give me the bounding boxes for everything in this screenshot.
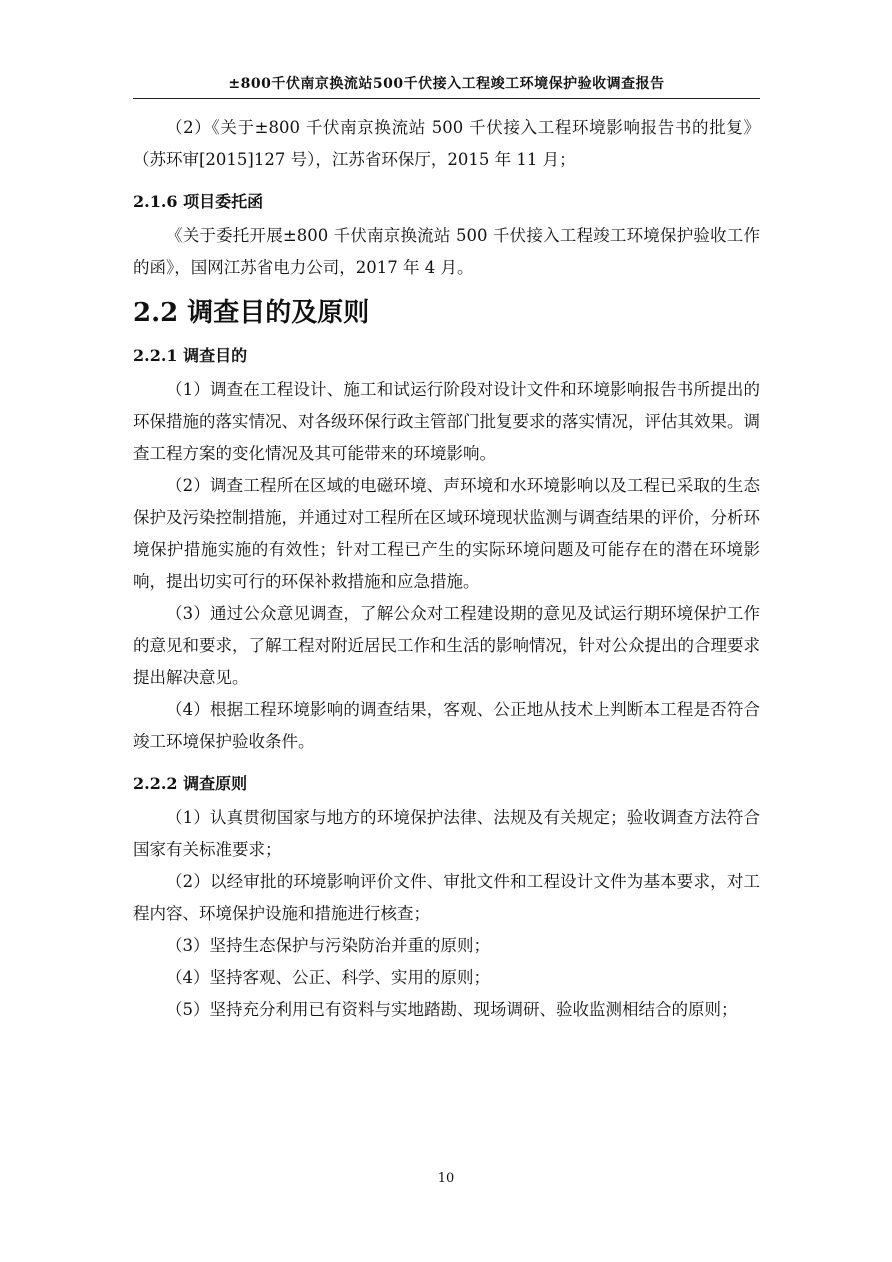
paragraph-principle-3: （3）坚持生态保护与污染防治并重的原则； [166,936,490,955]
heading-2-1-6: 2.1.6 项目委托函 [133,192,264,211]
paragraph-purpose-4: （4）根据工程环境影响的调查结果，客观、公正地从技术上判断本工程是否符合竣工环境保护验收条件。 [133,700,760,751]
heading-2-2-1: 2.2.1 调查目的 [133,346,248,365]
paragraph-purpose-3: （3）通过公众意见调查，了解公众对工程建设期的意见及试运行期环境保护工作的意见和要求，了解工程对附近居民工作和生活的影响情况，针对公众提出的合理要求提出解决意见。 [133,604,760,687]
paragraph-purpose-2: （2）调查工程所在区域的电磁环境、声环境和水环境影响以及工程已采取的生态保护及污染控制措施，并通过对工程所在区域环境现状监测与调查结果的评价，分析环境保护措施实施的有效性；针对工程已产生的实际环境问题及可能存在的潜在环境影响，提出切实可行的环保补救措施和应急措施。 [133,476,760,591]
heading-2-2: 2.2 调查目的及原则 [133,298,370,328]
paragraph-commission-letter: 《关于委托开展±800 千伏南京换流站 500 千伏接入工程竣工环境保护验收工作的函》，国网江苏省电力公司，2017 年 4 月。 [133,226,760,277]
paragraph-approval-reference: （2）《关于±800 千伏南京换流站 500 千伏接入工程环境影响报告书的批复》（苏环审[2015]127 号），江苏省环保厅，2015 年 11 月； [133,118,760,169]
page-number: 10 [437,1171,455,1186]
paragraph-principle-4: （4）坚持客观、公正、科学、实用的原则； [166,968,490,987]
paragraph-principle-1: （1）认真贯彻国家与地方的环境保护法律、法规及有关规定；验收调查方法符合国家有关标准要求； [133,808,760,859]
paragraph-principle-5: （5）坚持充分利用已有资料与实地踏勘、现场调研、验收监测相结合的原则； [166,1000,738,1019]
header-divider [133,98,760,99]
page-header-title: ±800千伏南京换流站500千伏接入工程竣工环境保护验收调查报告 [228,76,665,92]
paragraph-principle-2: （2）以经审批的环境影响评价文件、审批文件和工程设计文件为基本要求，对工程内容、环境保护设施和措施进行核查； [133,872,760,923]
paragraph-purpose-1: （1）调查在工程设计、施工和试运行阶段对设计文件和环境影响报告书所提出的环保措施的落实情况、对各级环保行政主管部门批复要求的落实情况，评估其效果。调查工程方案的变化情况及其可能带来的环境影响。 [133,380,760,463]
document-body [133,112,760,1026]
heading-2-2-2: 2.2.2 调查原则 [133,774,248,793]
